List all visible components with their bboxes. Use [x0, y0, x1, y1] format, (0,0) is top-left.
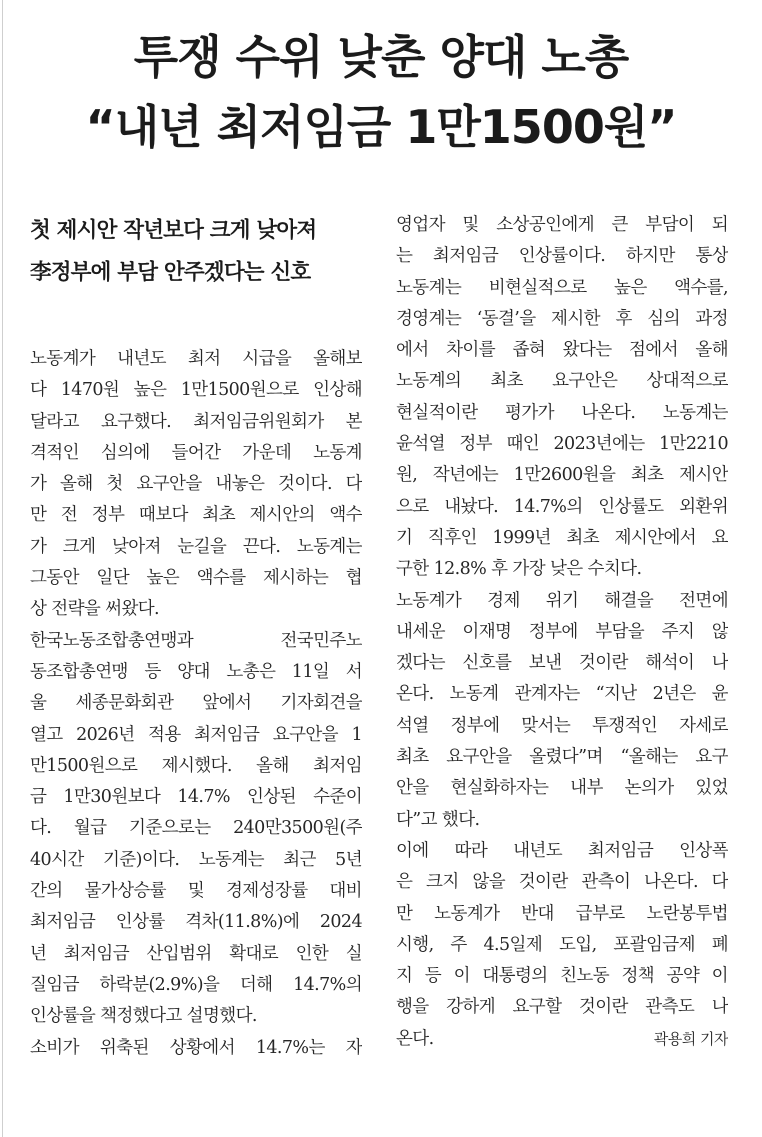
body-text-line: 현실적이란 평가가 나온다. 노동계는 [396, 402, 728, 423]
body-text-line: 노동계가 경제 위기 해결을 전면에 [396, 590, 728, 611]
column-rule [2, 0, 3, 1137]
byline: 곽용희 기자 [653, 1029, 728, 1048]
article-body-left-column [30, 344, 362, 1064]
body-text-line: 노동계가 내년도 최저 시급을 올해보 [30, 349, 362, 369]
body-text-line: 그동안 일단 높은 액수를 제시하는 협 [30, 568, 362, 589]
subheadline [30, 210, 364, 294]
body-text-line: 열고 2026년 적용 최저임금 요구안을 1 [30, 724, 362, 745]
subheadline-line-1: 첫 제시안 작년보다 크게 낮아져 [30, 218, 317, 243]
body-text-line: 윤석열 정부 때인 2023년에는 1만2210 [396, 434, 728, 455]
body-text-line: 온다. 노동계 관계자는 “지난 2년은 윤 [396, 684, 728, 705]
subheadline-line-2: 李정부에 부담 안주겠다는 신호 [30, 260, 311, 285]
body-text-line: 원, 작년에는 1만2600원을 최초 제시안 [396, 465, 728, 486]
body-text-line: 격적인 심의에 들어간 가운데 노동계 [30, 442, 362, 463]
body-text-line: 으로 내놨다. 14.7%의 인상률도 외환위 [396, 496, 728, 517]
body-text-line: 만1500원으로 제시했다. 올해 최저임 [30, 755, 362, 776]
body-text-line: 영업자 및 소상공인에게 큰 부담이 되 [396, 215, 728, 235]
body-text-line: 다”고 했다. [396, 809, 480, 830]
body-text-line: 내세운 이재명 정부에 부담을 주지 않 [396, 621, 728, 642]
body-text-line: 노동계는 비현실적으로 높은 액수를, [396, 277, 728, 298]
body-text-line: 행을 강하게 요구할 것이란 관측도 나 [396, 997, 728, 1018]
body-text-line: 최초 요구안을 올렸다”며 “올해는 요구 [396, 747, 728, 768]
headline [0, 22, 762, 162]
body-text-line: 이에 따라 내년도 최저임금 인상폭 [396, 840, 728, 861]
body-text-line: 지 등 이 대통령의 친노동 정책 공약 이 [396, 966, 728, 987]
body-text-line: 달라고 요구했다. 최저임금위원회가 본 [30, 411, 362, 432]
body-text-line: 가 크게 낮아져 눈길을 끈다. 노동계는 [30, 536, 362, 557]
body-text-line: 간의 물가상승률 및 경제성장률 대비 [30, 881, 362, 902]
body-text-line: 만 전 정부 때보다 최초 제시안의 액수 [30, 505, 362, 526]
body-text-line: 석열 정부에 맞서는 투쟁적인 자세로 [396, 715, 728, 736]
body-text-line: 기 직후인 1999년 최초 제시안에서 요 [396, 527, 728, 548]
body-text-line: 가 올해 첫 요구안을 내놓은 것이다. 다 [30, 474, 362, 495]
body-text-line: 금 1만30원보다 14.7% 인상된 수준이 [30, 787, 362, 808]
body-text-line: 인상률을 책정했다고 설명했다. [30, 1006, 257, 1027]
body-text-line: 는 최저임금 인상률이다. 하지만 통상 [396, 246, 728, 267]
article-body-right-column [396, 210, 728, 1055]
body-text-line: 시행, 주 4.5일제 도입, 포괄임금제 폐 [396, 934, 728, 955]
body-text-line: 한국노동조합총연맹과 전국민주노 [30, 630, 362, 651]
body-text-line: 질임금 하락분(2.9%)을 더해 14.7%의 [30, 974, 362, 995]
body-text-line: 소비가 위축된 상황에서 14.7%는 자 [30, 1037, 362, 1058]
body-text-line: 울 세종문화회관 앞에서 기자회견을 [30, 693, 362, 714]
body-text-line: 노동계의 최초 요구안은 상대적으로 [396, 371, 728, 392]
body-text-line: 구한 12.8% 후 가장 낮은 수치다. [396, 559, 642, 580]
body-text-line: 년 최저임금 산입범위 확대로 인한 실 [30, 943, 362, 964]
body-text-line: 경영계는 ‘동결’을 제시한 후 심의 과정 [396, 308, 728, 329]
body-text-line: 은 크지 않을 것이란 관측이 나온다. 다 [396, 872, 728, 893]
body-text-line: 다 1470원 높은 1만1500원으로 인상해 [30, 380, 362, 401]
headline-line-2: “내년 최저임금 1만1500원” [85, 100, 677, 154]
body-text-line: 에서 차이를 좁혀 왔다는 점에서 올해 [396, 340, 728, 361]
headline-line-1: 투쟁 수위 낮춘 양대 노총 [133, 30, 629, 84]
body-text-line: 만 노동계가 반대 급부로 노란봉투법 [396, 903, 728, 924]
body-text-line: 최저임금 인상률 격차(11.8%)에 2024 [30, 912, 362, 933]
body-text-line: 동조합총연맹 등 양대 노총은 11일 서 [30, 661, 362, 682]
body-text-line: 상 전략을 써왔다. [30, 599, 160, 620]
body-text-line: 다. 월급 기준으로는 240만3500원(주 [30, 818, 362, 839]
body-text-line: 겠다는 신호를 보낸 것이란 해석이 나 [396, 653, 728, 674]
body-text-line: 안을 현실화하자는 내부 논의가 있었 [396, 778, 728, 799]
body-text-line: 온다. 곽용희 기자 [396, 1024, 728, 1055]
body-text-line: 40시간 기준)이다. 노동계는 최근 5년 [30, 849, 362, 870]
